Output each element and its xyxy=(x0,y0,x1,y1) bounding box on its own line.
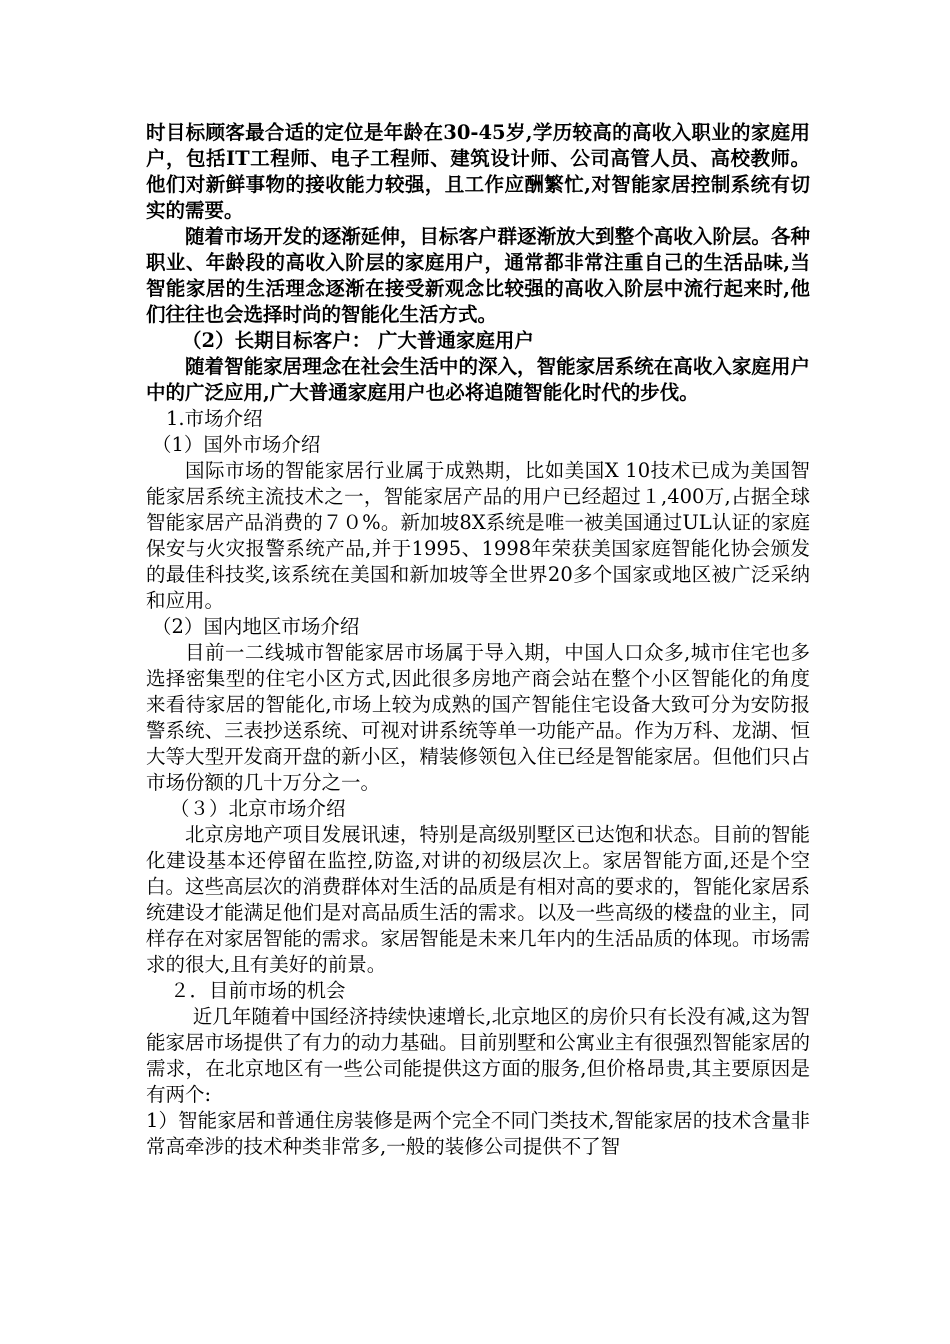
reason-one-paragraph: 1）智能家居和普通住房装修是两个完全不同门类技术,智能家居的技术含量非常高牵涉的技术种类非常多,一般的装修公司提供不了智 xyxy=(146,1109,810,1158)
domestic-market-paragraph: 目前一二线城市智能家居市场属于导入期，中国人口众多,城市住宅也多选择密集型的住宅小区方式,因此很多房地产商会站在整个小区智能化的角度来看待家居的智能化,市场上较为成熟的国产智能住宅设备大致可分为安防报警系统、三表抄送系统、可视对讲系统等单一功能产品。作为万科、龙湖、恒大等大型开发商开盘的新小区，精装修领包入住已经是智能家居。但他们只占市场份额的几十万分之一。 xyxy=(146,641,810,794)
target-customer-paragraph: 时目标顾客最合适的定位是年龄在30-45岁,学历较高的高收入职业的家庭用户，包括IT工程师、电子工程师、建筑设计师、公司高管人员、高校教师。他们对新鲜事物的接收能力较强，且工作应酬繁忙,对智能家居控制系统有切实的需要。 xyxy=(146,121,810,222)
market-opportunity-heading: ２．目前市场的机会 xyxy=(170,979,346,1002)
document-body xyxy=(146,120,810,1160)
foreign-market-paragraph: 国际市场的智能家居行业属于成熟期，比如美国X 10技术已成为美国智能家居系统主流技术之一，智能家居产品的用户已经超过１,400万,占据全球智能家居产品消费的７０%。新加坡8X系统是唯一被美国通过UL认证的家庭保安与火灾报警系统产品,并于1995、1998年荣获美国家庭智能化协会颁发的最佳科技奖,该系统在美国和新加坡等全世界20多个国家或地区被广泛采纳和应用。 xyxy=(146,459,810,612)
market-intro-heading: 1.市场介绍 xyxy=(166,407,263,430)
long-term-customer-paragraph: 随着智能家居理念在社会生活中的深入，智能家居系统在高收入家庭用户中的广泛应用,广大普通家庭用户也必将追随智能化时代的步伐。 xyxy=(146,355,810,404)
domestic-market-heading: （2）国内地区市场介绍 xyxy=(152,615,360,638)
foreign-market-heading: （1）国外市场介绍 xyxy=(152,433,321,456)
market-expansion-paragraph: 随着市场开发的逐渐延伸，目标客户群逐渐放大到整个高收入阶层。各种职业、年龄段的高收入阶层的家庭用户，通常都非常注重自己的生活品味,当智能家居的生活理念逐渐在接受新观念比较强的高收入阶层中流行起来时,他们往往也会选择时尚的智能化生活方式。 xyxy=(146,225,810,326)
long-term-customer-heading: （2）长期目标客户： 广大普通家庭用户 xyxy=(182,329,534,352)
beijing-market-paragraph: 北京房地产项目发展讯速，特别是高级别墅区已达饱和状态。目前的智能化建设基本还停留在监控,防盗,对讲的初级层次上。家居智能方面,还是个空白。这些高层次的消费群体对生活的品质是有相对高的要求的，智能化家居系统建设才能满足他们是对高品质生活的需求。以及一些高级的楼盘的业主，同样存在对家居智能的需求。家居智能是未来几年内的生活品质的体现。市场需求的很大,且有美好的前景。 xyxy=(146,823,810,976)
beijing-market-heading: （３）北京市场介绍 xyxy=(170,797,346,820)
market-opportunity-paragraph: 近几年随着中国经济持续快速增长,北京地区的房价只有长没有减,这为智能家居市场提供了有力的动力基础。目前别墅和公寓业主有很强烈智能家居的需求，在北京地区有一些公司能提供这方面的服务,但价格昂贵,其主要原因是有两个: xyxy=(146,1005,810,1106)
